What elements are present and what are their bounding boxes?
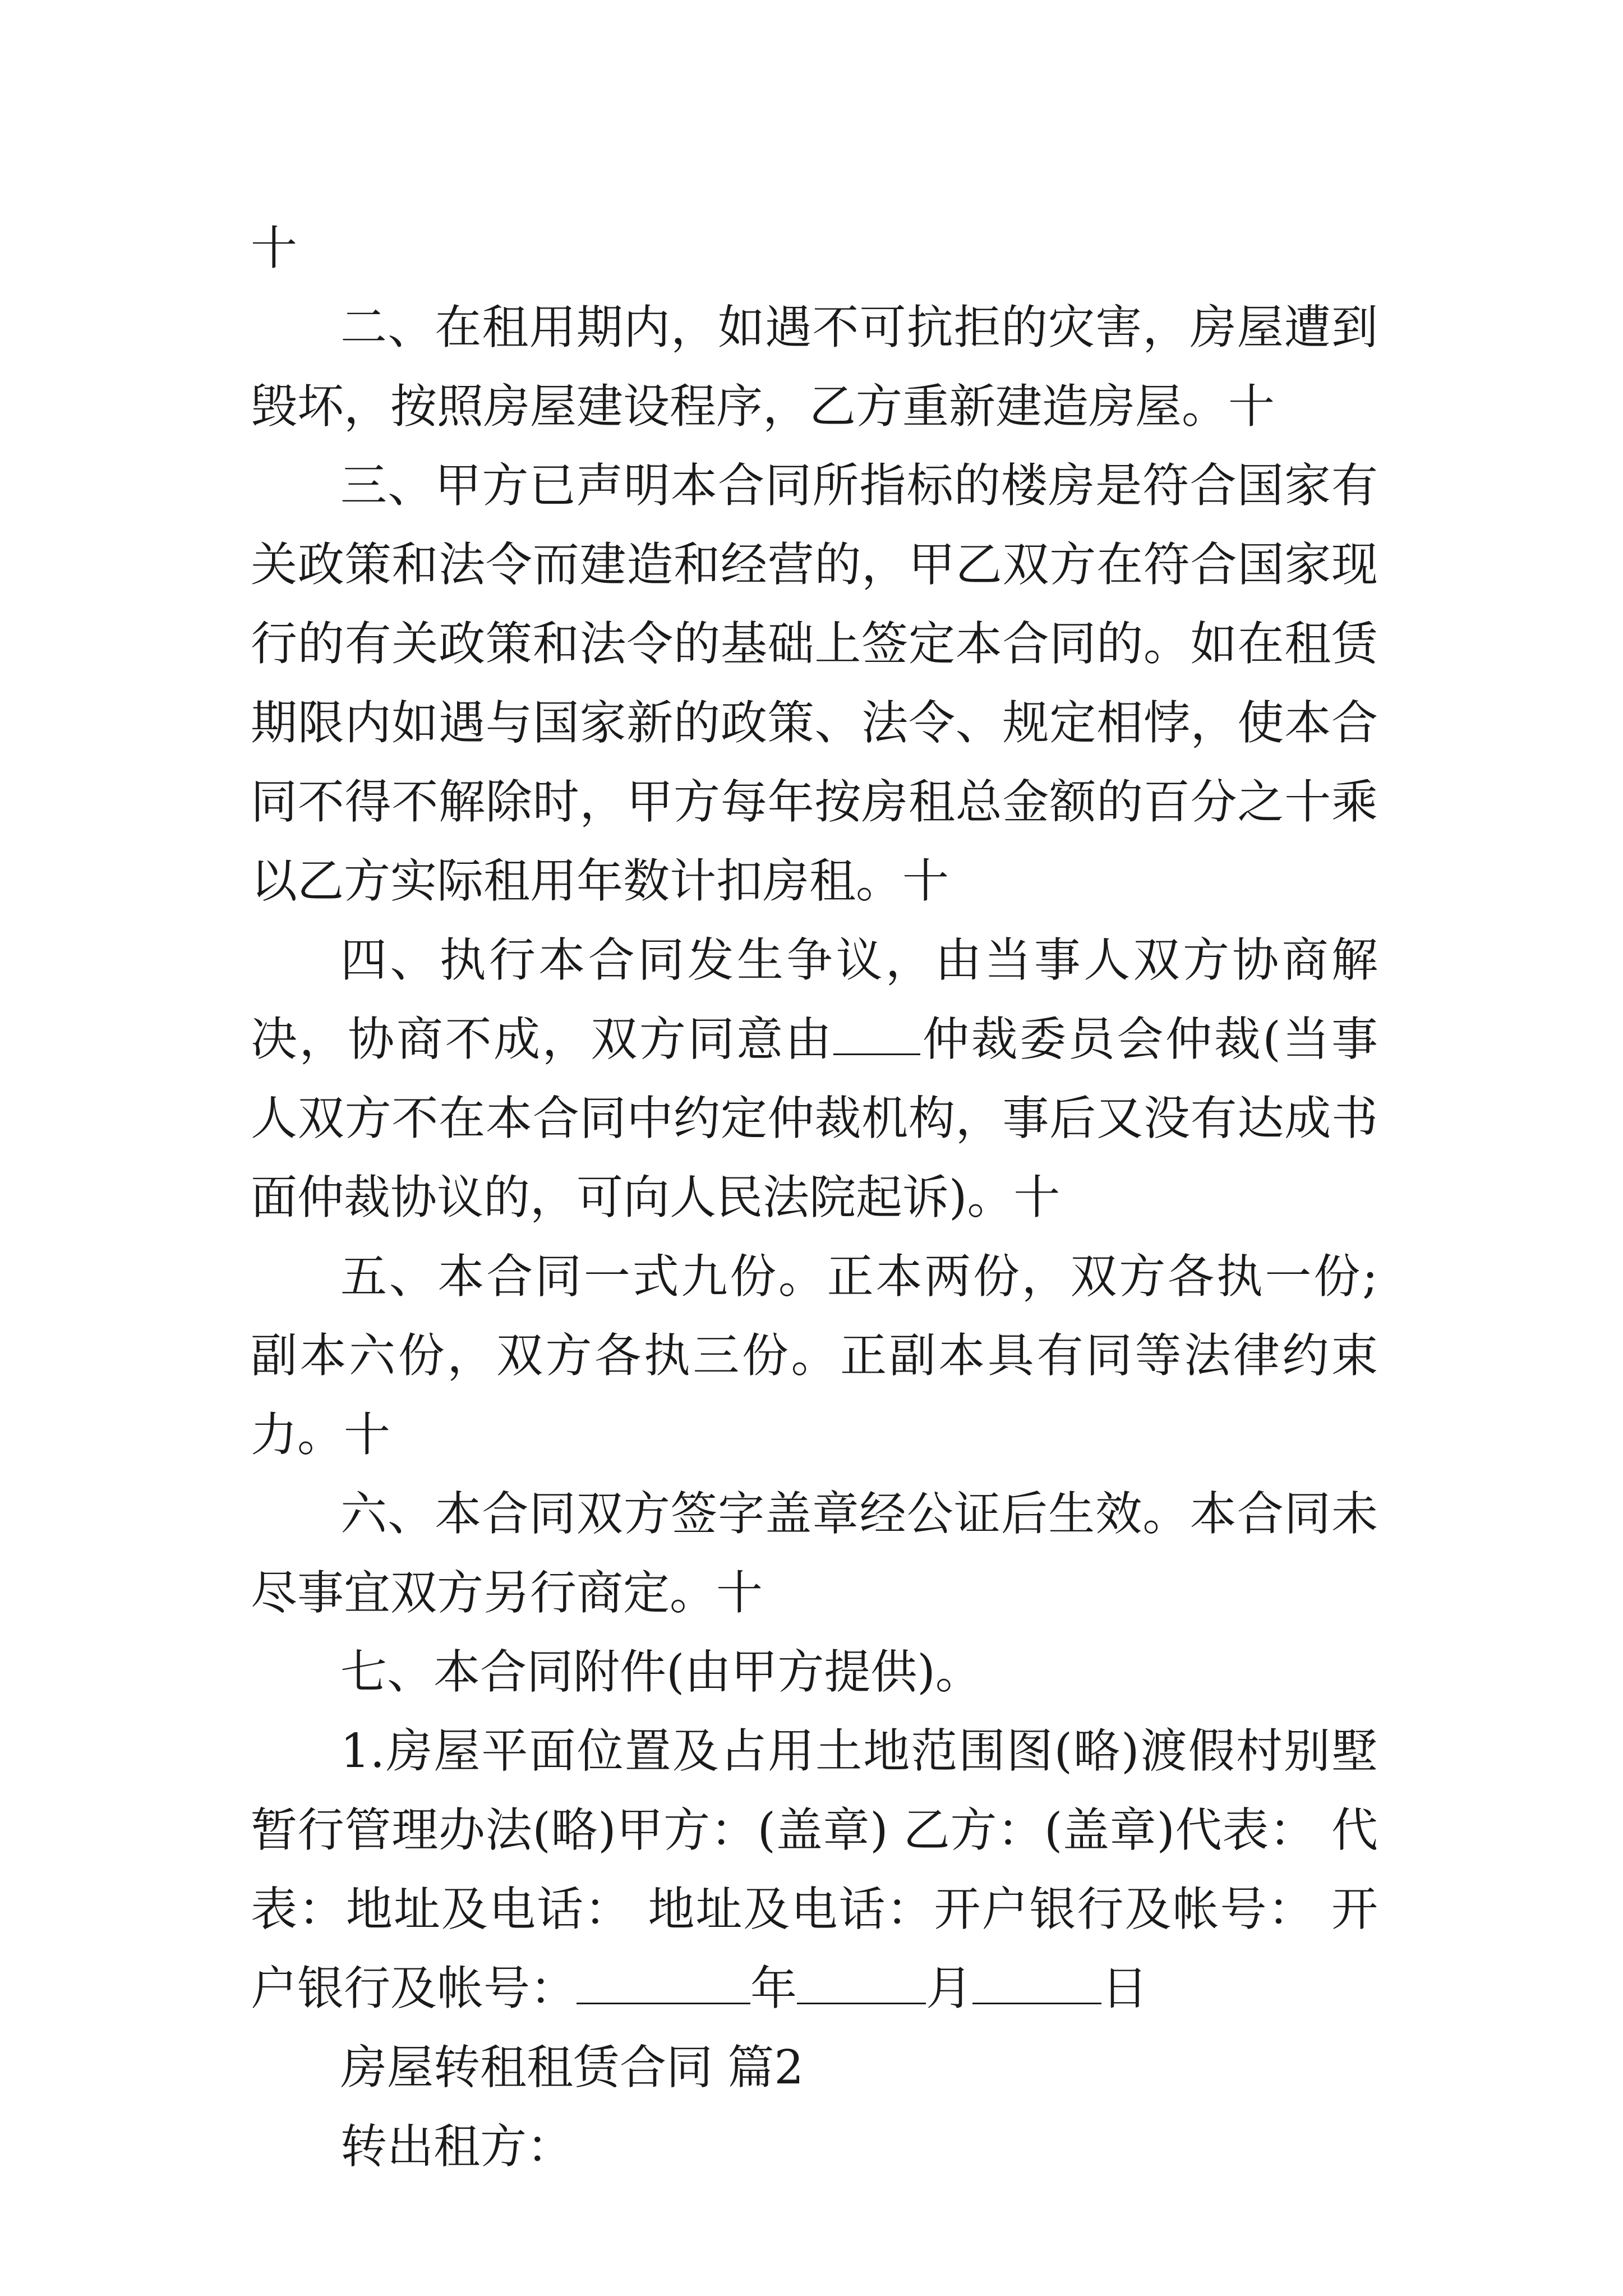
arbitration-blank <box>833 1014 920 1055</box>
attachment-and-signature <box>251 1711 1378 2028</box>
day-label: 日 <box>1101 1961 1148 2016</box>
paragraph-continuation-mark: 十 <box>251 221 297 275</box>
clause-4 <box>251 921 1378 1237</box>
clause-5: 五、本合同一式九份。正本两份，双方各执一份;副本六份，双方各执三份。正副本具有同等法律约束力。十 <box>251 1249 1378 1462</box>
clause-6: 六、本合同双方签字盖章经公证后生效。本合同未尽事宜双方另行商定。十 <box>251 1487 1378 1620</box>
sublessor-label: 转出租方： <box>340 2119 573 2174</box>
clause-2: 二、在租用期内，如遇不可抗拒的灾害，房屋遭到毁坏，按照房屋建设程序，乙方重新建造房屋。十 <box>251 300 1378 434</box>
year-blank <box>577 1963 750 2004</box>
document-body <box>251 209 1378 2186</box>
clause-4-text-after: 仲裁委员会仲裁(当事人双方不在本合同中约定仲裁机构，事后又没有达成书面仲裁协议的，可向人民法院起诉)。十 <box>251 1012 1378 1225</box>
day-blank <box>972 1963 1101 2004</box>
year-label: 年 <box>750 1961 797 2016</box>
section-title: 房屋转租租赁合同 篇2 <box>340 2040 804 2095</box>
clause-3: 三、甲方已声明本合同所指标的楼房是符合国家有关政策和法令而建造和经营的，甲乙双方在符合国家现行的有关政策和法令的基础上签定本合同的。如在租赁期限内如遇与国家新的政策、法令、规定相悖，使本合同不得不解除时，甲方每年按房租总金额的百分之十乘以乙方实际租用年数计扣房租。十 <box>251 458 1378 908</box>
month-blank <box>797 1963 926 2004</box>
clause-4-text-before: 四、执行本合同发生争议，由当事人双方协商解决，协商不成，双方同意由 <box>251 933 1378 1066</box>
month-label: 月 <box>926 1961 972 2016</box>
attachment-text: 1.房屋平面位置及占用土地范围图(略)渡假村别墅暂行管理办法(略)甲方：(盖章) 乙方：(盖章)代表： 代表：地址及电话： 地址及电话：开户银行及帐号： 开户银行及帐号： <box>251 1724 1378 2016</box>
clause-7: 七、本合同附件(由甲方提供)。 <box>340 1645 982 1699</box>
